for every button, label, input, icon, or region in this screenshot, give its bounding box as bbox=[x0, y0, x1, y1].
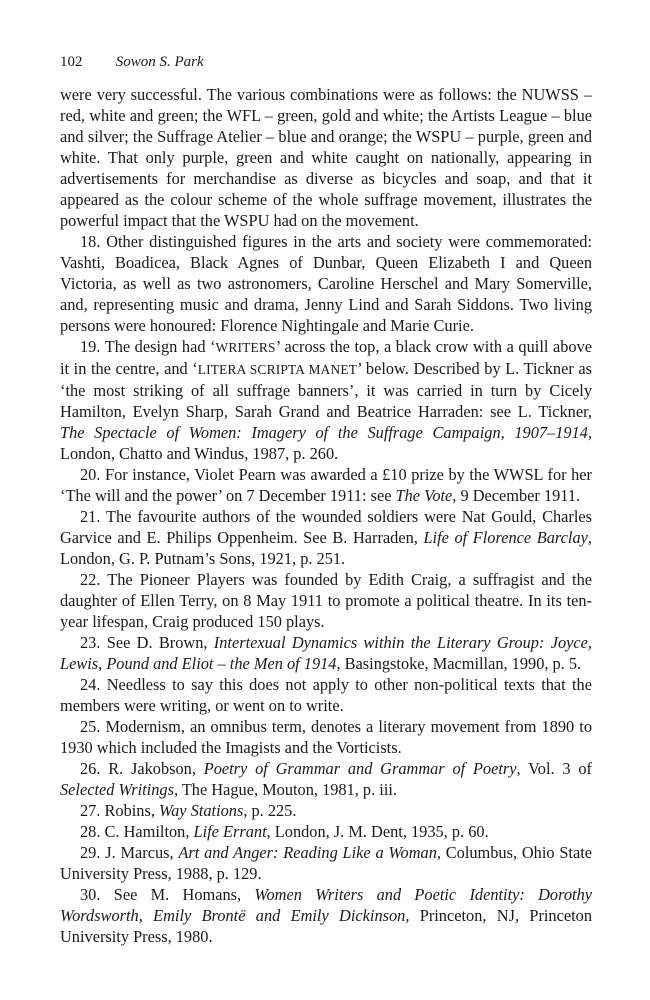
note-number: 19. bbox=[80, 337, 101, 356]
note-text: The design had ‘ bbox=[100, 337, 216, 356]
endnote bbox=[60, 231, 592, 336]
small-caps-text: WRITERS bbox=[215, 340, 276, 355]
note-text: , Columbus, Ohio State University Press, 1988, p. 129. bbox=[60, 843, 593, 883]
note-number: 26. bbox=[80, 759, 101, 778]
note-text: ’ across the top, a black crow with a quill above it in the centre, and ‘ bbox=[60, 337, 592, 378]
italic-title: Life of Florence Barclay bbox=[423, 528, 588, 547]
endnote bbox=[60, 884, 592, 947]
note-text: For instance, Violet Pearn was awarded a £10 prize by the WWSL for her ‘The will and the power’ on 7 December 1911: see bbox=[60, 465, 592, 505]
note-text: , Princeton, NJ, Princeton University Press, 1980. bbox=[60, 906, 592, 946]
note-text: Needless to say this does not apply to other non-political texts that the members were writing, or went on to write. bbox=[60, 675, 592, 715]
note-text: , London, J. M. Dent, 1935, p. 60. bbox=[266, 822, 489, 841]
endnote bbox=[60, 800, 592, 821]
endnotes bbox=[60, 84, 592, 947]
note-text: , Vol. 3 of bbox=[516, 759, 592, 778]
italic-title: Intertexual Dynamics within the Literary Group: Joyce, Lewis, Pound and Eliot – the Men of 1914 bbox=[60, 633, 592, 673]
note-text: See D. Brown, bbox=[100, 633, 214, 652]
note-number: 27. bbox=[80, 801, 101, 820]
running-head bbox=[60, 54, 592, 71]
note-text: J. Marcus, bbox=[100, 843, 179, 862]
italic-title: The Spectacle of Women: Imagery of the Suffrage Campaign, 1907–1914 bbox=[60, 423, 588, 442]
note-text: Other distinguished figures in the arts and society were commemorated: Vashti, Boadicea, Black Agnes of Dunbar, Queen Elizabeth I and Queen Victoria, as well as two astronomers, Caroline Herschel and Mary Somerville, and, representing music and drama, Jenny Lind and Sarah Siddons. Two living persons were honoured: Florence Nightingale and Marie Curie. bbox=[60, 232, 592, 335]
running-head-author: Sowon S. Park bbox=[115, 54, 204, 70]
note-number: 25. bbox=[80, 717, 101, 736]
note-number: 29. bbox=[80, 843, 101, 862]
note-number: 28. bbox=[80, 822, 101, 841]
small-caps-text: LITERA SCRIPTA MANET bbox=[197, 362, 358, 377]
note-number: 22. bbox=[80, 570, 101, 589]
endnote bbox=[60, 758, 592, 800]
endnote bbox=[60, 716, 592, 758]
endnote bbox=[60, 842, 592, 884]
italic-title: Art and Anger: Reading Like a Woman bbox=[178, 843, 437, 862]
endnote bbox=[60, 464, 592, 506]
note-text: were very successful. The various combinations were as follows: the NUWSS – red, white and green; the WFL – green, gold and white; the Artists League – blue and silver; the Suffrage Atelier – blue and orange; the WSPU – purple, green and white. That only purple, green and white caught on nationally, appearing in advertisements for merchandise as diverse as bicycles and soap, and that it appeared as the colour scheme of the whole suffrage movement, illustrates the powerful impact that the WSPU had on the movement. bbox=[60, 85, 592, 230]
endnote bbox=[60, 506, 592, 569]
note-number: 21. bbox=[80, 507, 101, 526]
note-text: , London, G. P. Putnam’s Sons, 1921, p. 251. bbox=[60, 528, 592, 568]
note-text: The favourite authors of the wounded soldiers were Nat Gould, Charles Garvice and E. Philips Oppenheim. See B. Harraden, bbox=[60, 507, 592, 547]
note-text: , London, Chatto and Windus, 1987, p. 260. bbox=[60, 423, 592, 463]
note-text: , p. 225. bbox=[243, 801, 297, 820]
endnote bbox=[60, 336, 592, 464]
italic-title: The Vote bbox=[395, 486, 453, 505]
book-page bbox=[60, 54, 592, 947]
page-number: 102 bbox=[60, 54, 83, 70]
note-text: ’ below. Described by L. Tickner as ‘the most striking of all suffrage banners’, it was carried in turn by Cicely Hamilton, Evelyn Sharp, Sarah Grand and Beatrice Harraden: see L. Tickner, bbox=[60, 359, 592, 421]
italic-title: Women Writers and Poetic Identity: Dorothy Wordsworth, Emily Brontë and Emily Dickinson bbox=[60, 885, 592, 925]
note-text: , The Hague, Mouton, 1981, p. iii. bbox=[173, 780, 397, 799]
italic-title: Way Stations bbox=[159, 801, 244, 820]
note-text: Robins, bbox=[100, 801, 160, 820]
endnote bbox=[60, 632, 592, 674]
endnote bbox=[60, 569, 592, 632]
note-text: See M. Homans, bbox=[100, 885, 255, 904]
italic-title: Life Errant bbox=[193, 822, 267, 841]
note-number: 20. bbox=[80, 465, 101, 484]
endnote bbox=[60, 674, 592, 716]
endnote bbox=[60, 821, 592, 842]
note-number: 24. bbox=[80, 675, 101, 694]
continued-note bbox=[60, 84, 592, 231]
note-number: 30. bbox=[80, 885, 101, 904]
note-text: , 9 December 1911. bbox=[452, 486, 581, 505]
note-number: 18. bbox=[80, 232, 101, 251]
italic-title: Selected Writings bbox=[60, 780, 174, 799]
note-text: The Pioneer Players was founded by Edith Craig, a suffragist and the daughter of Ellen Terry, on 8 May 1911 to promote a political theatre. In its ten-year lifespan, Craig produced 150 plays. bbox=[60, 570, 592, 631]
note-text: C. Hamilton, bbox=[100, 822, 194, 841]
note-number: 23. bbox=[80, 633, 101, 652]
note-text: Modernism, an omnibus term, denotes a literary movement from 1890 to 1930 which included the Imagists and the Vorticists. bbox=[60, 717, 592, 757]
note-text: R. Jakobson, bbox=[100, 759, 204, 778]
italic-title: Poetry of Grammar and Grammar of Poetry bbox=[203, 759, 517, 778]
note-text: , Basingstoke, Macmillan, 1990, p. 5. bbox=[336, 654, 582, 673]
